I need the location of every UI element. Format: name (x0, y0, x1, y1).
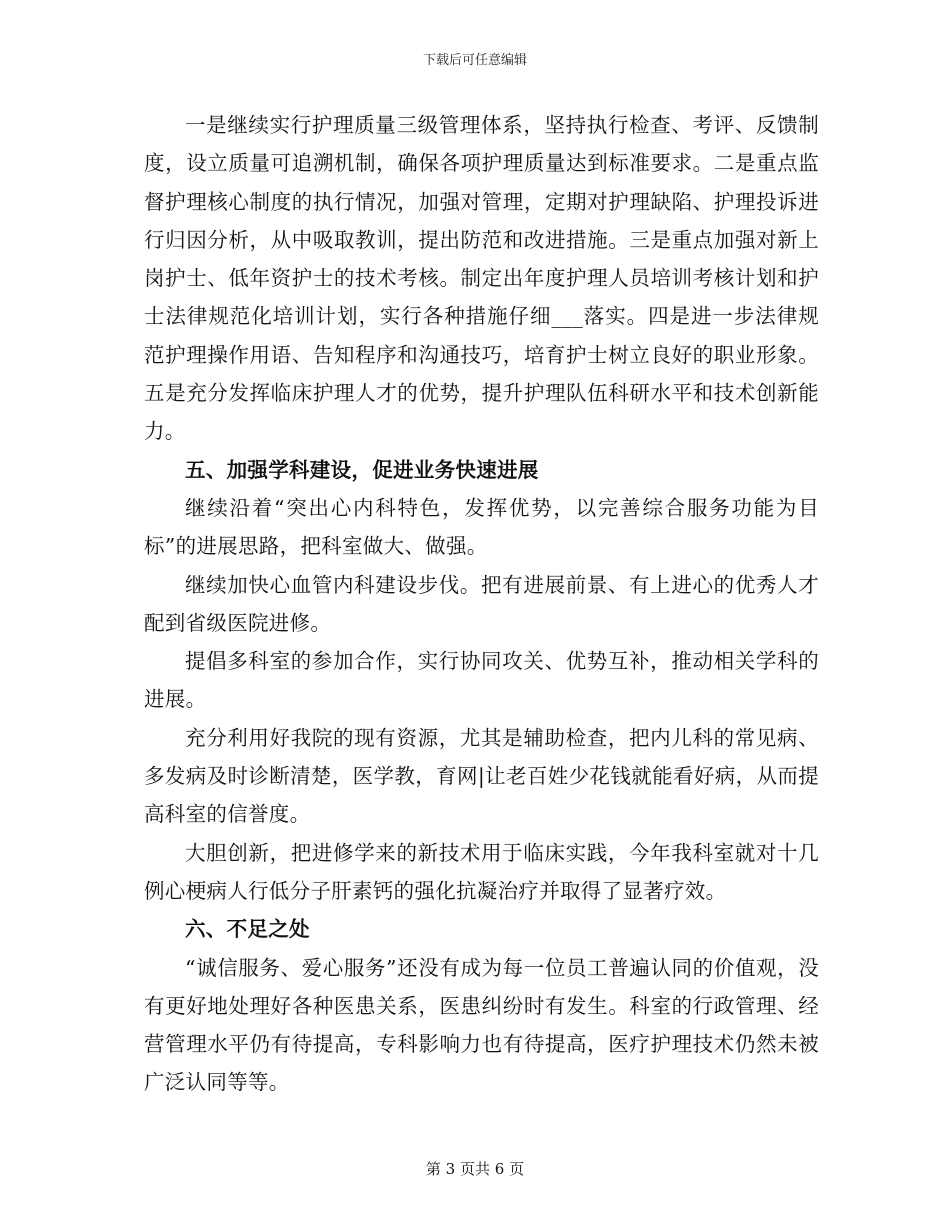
document-body (144, 106, 819, 1102)
paragraph-innovation: 大胆创新，把进修学来的新技术用于临床实践，今年我科室就对十几例心梗病人行低分子肝素钙的强化抗凝治疗并取得了显著疗效。 (144, 840, 819, 903)
section-heading-five: 五、加强学科建设，促进业务快速进展 (185, 457, 539, 482)
paragraph-shortcomings: “诚信服务、爱心服务”还没有成为每一位员工普遍认同的价值观，没有更好地处理好各种医患关系，医患纠纷时有发生。科室的行政管理、经营管理水平仍有待提高，专科影响力也有待提高，医疗护理技术仍然未被广泛认同等等。 (144, 955, 819, 1095)
paragraph-cooperation: 提倡多科室的参加合作，实行协同攻关、优势互补，推动相关学科的进展。 (144, 649, 819, 712)
page-header: 下载后可任意编辑 (422, 53, 527, 68)
paragraph-cardiology-construction: 继续加快心血管内科建设步伐。把有进展前景、有上进心的优秀人才配到省级医院进修。 (144, 572, 819, 635)
section-heading-six: 六、不足之处 (185, 917, 310, 942)
paragraph-resources: 充分利用好我院的现有资源，尤其是辅助检查，把内儿科的常见病、多发病及时诊断清楚，医学教，育网|让老百姓少花钱就能看好病，从而提高科室的信誉度。 (144, 725, 819, 827)
paragraph-development-idea: 继续沿着“突出心内科特色，发挥优势，以完善综合服务功能为目标”的进展思路，把科室做大、做强。 (144, 495, 819, 559)
page-footer: 第 3 页共 6 页 (425, 1160, 525, 1178)
paragraph-nursing-quality: 一是继续实行护理质量三级管理体系，坚持执行检查、考评、反馈制度，设立质量可追溯机制，确保各项护理质量达到标准要求。二是重点监督护理核心制度的执行情况，加强对管理，定期对护理缺陷、护理投诉进行归因分析，从中吸取教训，提出防范和改进措施。三是重点加强对新上岗护士、低年资护士的技术考核。制定出年度护理人员培训考核计划和护士法律规范化培训计划，实行各种措施仔细___落实。四是进一步法律规范护理操作用语、告知程序和沟通技巧，培育护士树立良好的职业形象。五是充分发挥临床护理人才的优势，提升护理队伍科研水平和技术创新能力。 (144, 113, 819, 444)
